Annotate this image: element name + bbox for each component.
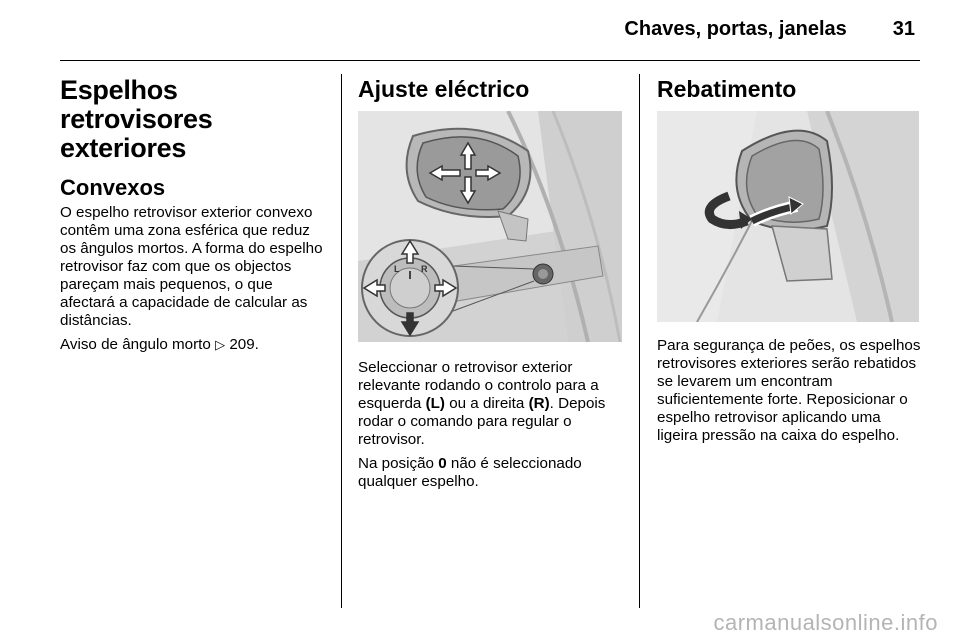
electric-text-block	[358, 359, 626, 497]
header-divider	[60, 60, 920, 61]
column-divider-left	[341, 74, 342, 608]
p1-part-b: ou a direita	[444, 395, 529, 412]
column-mirrors-convex	[60, 76, 330, 360]
subheading-convex: Convexos	[60, 175, 166, 200]
page-number: 31	[892, 18, 915, 40]
section-heading-mirrors: Espelhos retrovisores exteriores	[60, 75, 213, 163]
watermark: carmanualsonline.info	[713, 610, 938, 635]
convex-text-block	[60, 204, 330, 354]
p1-part-a: Seleccionar o retrovisor exterior relevante rodando o controlo para a esquerda	[358, 359, 599, 412]
folding-text-block	[657, 337, 922, 451]
reference-text: Aviso de ângulo morto	[60, 336, 211, 353]
section-title: Chaves, portas, janelas	[624, 18, 847, 40]
convex-paragraph: O espelho retrovisor exterior convexo contêm uma zona esférica que reduz os ângulos mortos. A forma do espelho retrovisor faz com que os objectos pareçam mais pequenos, o que afectará a capacidade de calcular as distâncias.	[60, 204, 323, 329]
column-divider-right	[639, 74, 640, 608]
running-header	[624, 18, 915, 41]
reference-page: 209.	[229, 336, 259, 353]
folding-paragraph: Para segurança de peões, os espelhos retrovisores exteriores serão rebatidos se levarem um encontram suficientemente forte. Reposicionar o espelho retrovisor aplicando uma ligeira pressão na caixa do espelho.	[657, 337, 921, 444]
label-left: (L)	[425, 395, 445, 412]
electric-paragraph-1	[358, 359, 626, 449]
column-electric-adjustment	[358, 76, 623, 103]
blind-spot-reference	[60, 336, 330, 354]
p2-part-b: não é seleccionado qualquer espelho.	[358, 455, 582, 490]
column-folding	[657, 76, 919, 103]
label-right: (R)	[528, 395, 550, 412]
knob-label-left: L	[394, 264, 400, 274]
knob-label-right: R	[421, 264, 428, 274]
electric-paragraph-2	[358, 455, 626, 491]
position-zero: 0	[438, 455, 447, 472]
p2-part-a: Na posição	[358, 455, 439, 472]
page-reference-arrow-icon: ▷	[215, 337, 226, 352]
section-heading-electric: Ajuste eléctrico	[358, 76, 530, 102]
section-heading-folding: Rebatimento	[657, 76, 797, 102]
mirror-fold-illustration	[657, 111, 919, 322]
mirror-adjust-illustration	[358, 111, 622, 342]
p1-part-c: . Depois rodar o comando para regular o retrovisor.	[358, 395, 606, 448]
